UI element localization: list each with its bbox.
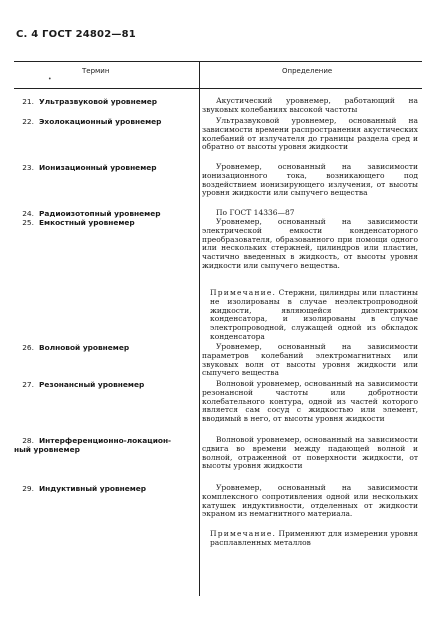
table-column-divider — [199, 61, 200, 596]
term-24 — [14, 209, 196, 218]
column-header-definition: Определение — [282, 67, 333, 75]
term-number: 21. — [22, 97, 34, 106]
term-22 — [14, 117, 196, 126]
note-label: Примечание. — [210, 529, 277, 538]
header-marker: • — [48, 76, 52, 83]
term-number: 29. — [22, 484, 34, 493]
note-25 — [210, 289, 418, 342]
term-number: 25. — [22, 218, 34, 227]
definition-27: Волновой уровнемер, основанный на зависимости резонансной частоты или добротности колебательного контура, одной из частей которого является сам сосуд с жидкостью или элемент, вводимый в него, от высоты уровня жидкости — [202, 379, 418, 424]
note-text: Стержни, цилиндры или пластины не изолированы в случае неэлектропроводной жидкости, являющейся диэлектриком конденсатора, и изолированы в случае электропроводной, служащей одной из обкладок конденсатора — [210, 288, 418, 341]
term-label: Ультразвуковой уровнемер — [39, 97, 158, 106]
term-number: 24. — [22, 209, 34, 218]
note-text: Применяют для измерения уровня расплавленных металлов — [210, 529, 418, 547]
term-label: Емкостный уровнемер — [39, 218, 135, 227]
definition-22: Ультразвуковой уровнемер, основанный на зависимости времени распространения акустических колебаний от излучателя до границы раздела сред и обратно от высоты уровня жидкости — [202, 116, 418, 152]
definition-26: Уровнемер, основанный на зависимости параметров колебаний электромагнитных или звуковых волн от высоты уровня жидкости или сыпучего вещества — [202, 342, 418, 378]
term-28 — [14, 436, 196, 445]
term-number: 26. — [22, 343, 34, 352]
table-top-rule — [14, 61, 422, 62]
definition-21: Акустический уровнемер, работающий на звуковых колебаниях высокой частоты — [202, 96, 418, 114]
term-21 — [14, 97, 196, 106]
term-label: Интерференционно-локацион- — [39, 436, 172, 445]
term-label: Радиоизотопный уровнемер — [39, 209, 161, 218]
term-label: Эхолокационный уровнемер — [39, 117, 162, 126]
term-label: Резонансный уровнемер — [39, 380, 145, 389]
term-number: 22. — [22, 117, 34, 126]
term-label-continuation: ный уровнемер — [14, 445, 80, 454]
term-label: Волновой уровнемер — [39, 343, 130, 352]
term-25 — [14, 218, 196, 227]
definition-28: Волновой уровнемер, основанный на зависимости сдвига во времени между падающей волной и волной, отраженной от поверхности жидкости, от высоты уровня жидкости — [202, 435, 418, 471]
term-27 — [14, 380, 196, 389]
term-26 — [14, 343, 196, 352]
definition-25: Уровнемер, основанный на зависимости электрической емкости конденсаторного преобразователя, образованного при помощи одного или нескольких стержней, цилиндров или пластин, частично введенных в жидкость, от высоты уровня жидкости или сыпучего вещества. — [202, 217, 418, 270]
note-label: Примечание. — [210, 288, 277, 297]
term-label: Индуктивный уровнемер — [39, 484, 147, 493]
term-28-continuation — [14, 445, 196, 454]
term-number: 28. — [22, 436, 34, 445]
definition-29: Уровнемер, основанный на зависимости комплексного сопротивления одной или нескольких катушек индуктивности, отделенных от жидкости экраном из немагнитного материала. — [202, 483, 418, 519]
term-29 — [14, 484, 196, 493]
definition-23: Уровнемер, основанный на зависимости ионизационного тока, возникающего под воздействием ионизирующего излучения, от высоты уровня жидкости или сыпучего вещества — [202, 162, 418, 198]
note-29 — [210, 530, 418, 548]
term-number: 27. — [22, 380, 34, 389]
term-number: 23. — [22, 163, 34, 172]
page-header: С. 4 ГОСТ 24802—81 — [16, 29, 136, 40]
term-label: Ионизационный уровнемер — [39, 163, 157, 172]
column-header-term: Термин — [82, 67, 110, 75]
definition-24: По ГОСТ 14336—87 — [216, 208, 295, 217]
term-23 — [14, 163, 196, 172]
table-header-rule — [14, 88, 422, 89]
